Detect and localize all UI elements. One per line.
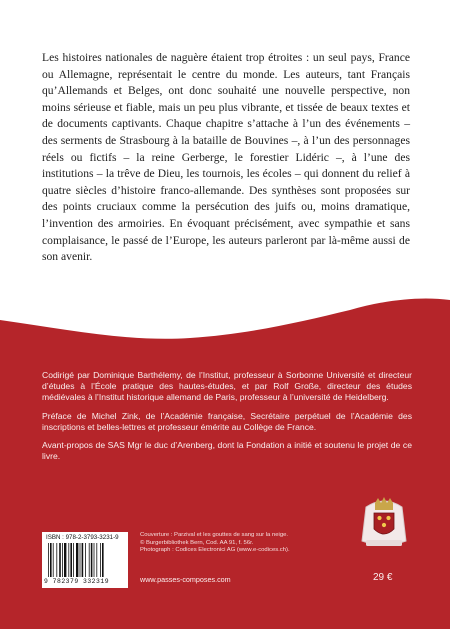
barcode-box: [42, 532, 128, 588]
isbn-label: ISBN : 978-2-3793-3231-9: [46, 534, 119, 541]
credits-section: [42, 370, 412, 469]
cover-credit-line1: Couverture : Parzival et les gouttes de sang sur la neige.: [140, 532, 289, 538]
cover-credit-line2: © Burgerbibliothek Bern, Cod. AA 91, f. 56r.: [140, 539, 254, 546]
editors-credit: Codirigé par Dominique Barthélemy, de l’Institut, professeur à Sorbonne Université et directeur d’études à l’École pratique des hautes-études, et par Rolf Große, directeur des études médiévales à l’Institut historique allemand de Paris, professeur à l’université de Heidelberg.: [42, 370, 412, 403]
cover-credit: [140, 532, 340, 555]
barcode-digits: 9 782379 332319: [44, 578, 110, 585]
cover-credit-line3: Photograph : Codices Electronici AG (www.e-codices.ch).: [140, 547, 290, 554]
arenberg-coat-of-arms-icon: [360, 497, 408, 555]
publisher-website: www.passes-composes.com: [140, 575, 231, 584]
price: 29 €: [373, 572, 393, 583]
back-cover-blurb: Les histoires nationales de naguère étaient trop étroites : un seul pays, France ou Allemagne, représentait le centre du monde. Les auteurs, tant Français qu’Allemands et Belges, ont donc souhaité une nouvelle perspective, non moins sérieuse et fiable, mais un peu plus vibrante, et tissée de beaux textes et de documents captivants. Chaque chapitre s’attache à l’un des événements – des serments de Strasbourg à la bataille de Bouvines –, à l’un des personnages réels ou fictifs – la reine Gerberge, le forestier Lidéric –, à l’une des institutions – la trêve de Dieu, les tournois, les écoles – qui donnent du relief à quatre siècles d’histoire franco-allemande. Des synthèses sont proposées sur des points cruciaux comme la persécution des juifs ou, moins dramatique, l’invention des armoiries. En évoquant précisément, avec sympathie et sans complaisance, le passé de l’Europe, les auteurs parleront par là-même aussi de son avenir.: [42, 51, 410, 264]
foreword-credit: Avant-propos de SAS Mgr le duc d’Arenberg, dont la Fondation a initié et soutenu le projet de ce livre.: [42, 440, 412, 462]
preface-credit: Préface de Michel Zink, de l’Académie française, Secrétaire perpétuel de l’Académie des inscriptions et belles-lettres et professeur émérite au Collège de France.: [42, 410, 412, 432]
barcode-icon: [48, 543, 122, 577]
